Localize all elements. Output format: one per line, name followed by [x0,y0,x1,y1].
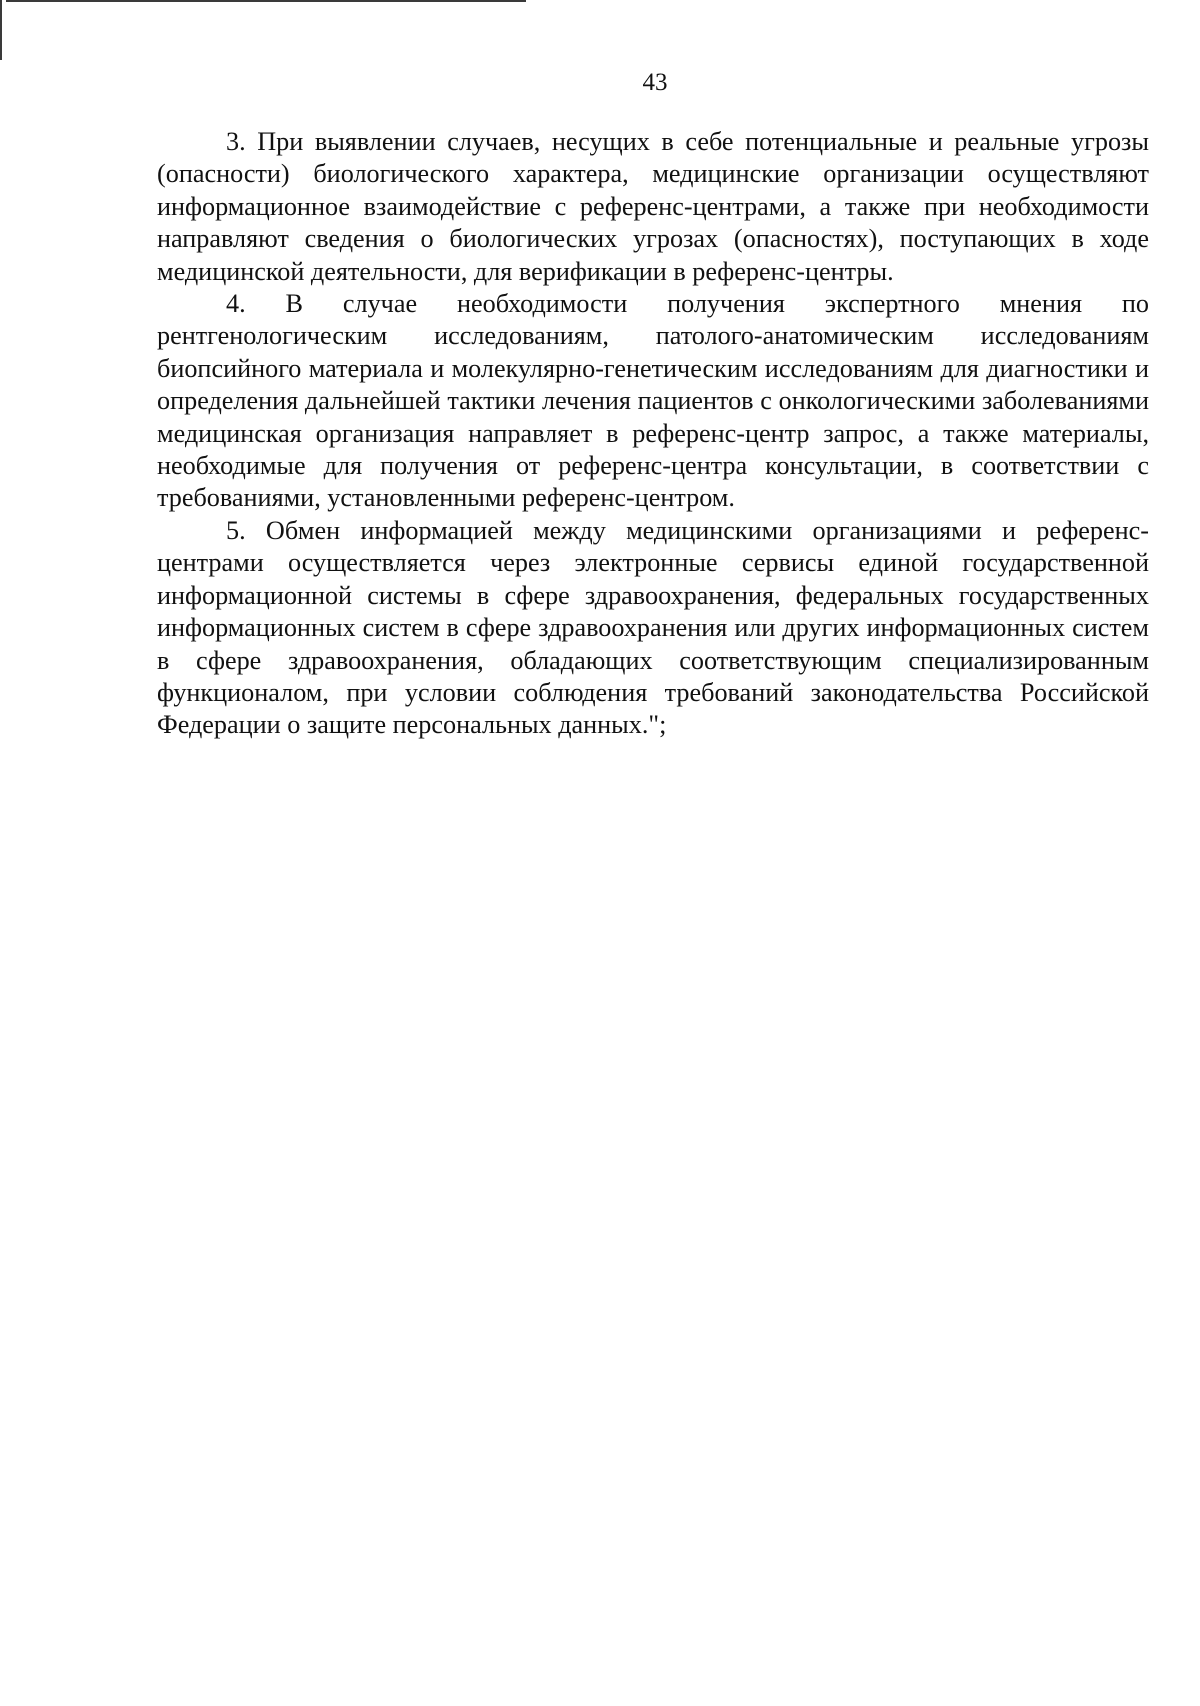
scan-border-left [0,0,2,60]
scan-border-top [6,0,526,2]
document-body [157,126,1149,742]
paragraph-4: 4. В случае необходимости получения экспертного мнения по рентгенологическим исследованиям, патолого-анатомическим исследованиям биопсийного материала и молекулярно-генетическим исследованиям для диагностики и определения дальнейшей тактики лечения пациентов с онкологическими заболеваниями медицинская организация направляет в референс-центр запрос, а также материалы, необходимые для получения от референс-центра консультации, в соответствии с требованиями, установленными референс-центром. [157,289,1149,513]
paragraph-3: 3. При выявлении случаев, несущих в себе потенциальные и реальные угрозы (опасности) биологического характера, медицинские организации осуществляют информационное взаимодействие с референс-центрами, а также при необходимости направляют сведения о биологических угрозах (опасностях), поступающих в ходе медицинской деятельности, для верификации в референс-центры. [157,127,1149,286]
page-number: 43 [642,69,668,96]
paragraph-5: 5. Обмен информацией между медицинскими организациями и референс-центрами осуществляется через электронные сервисы единой государственной информационной системы в сфере здравоохранения, федеральных государственных информационных систем в сфере здравоохранения или других информационных систем в сфере здравоохранения, обладающих соответствующим специализированным функционалом, при условии соблюдения требований законодательства Российской Федерации о защите персональных данных."; [157,515,1149,740]
